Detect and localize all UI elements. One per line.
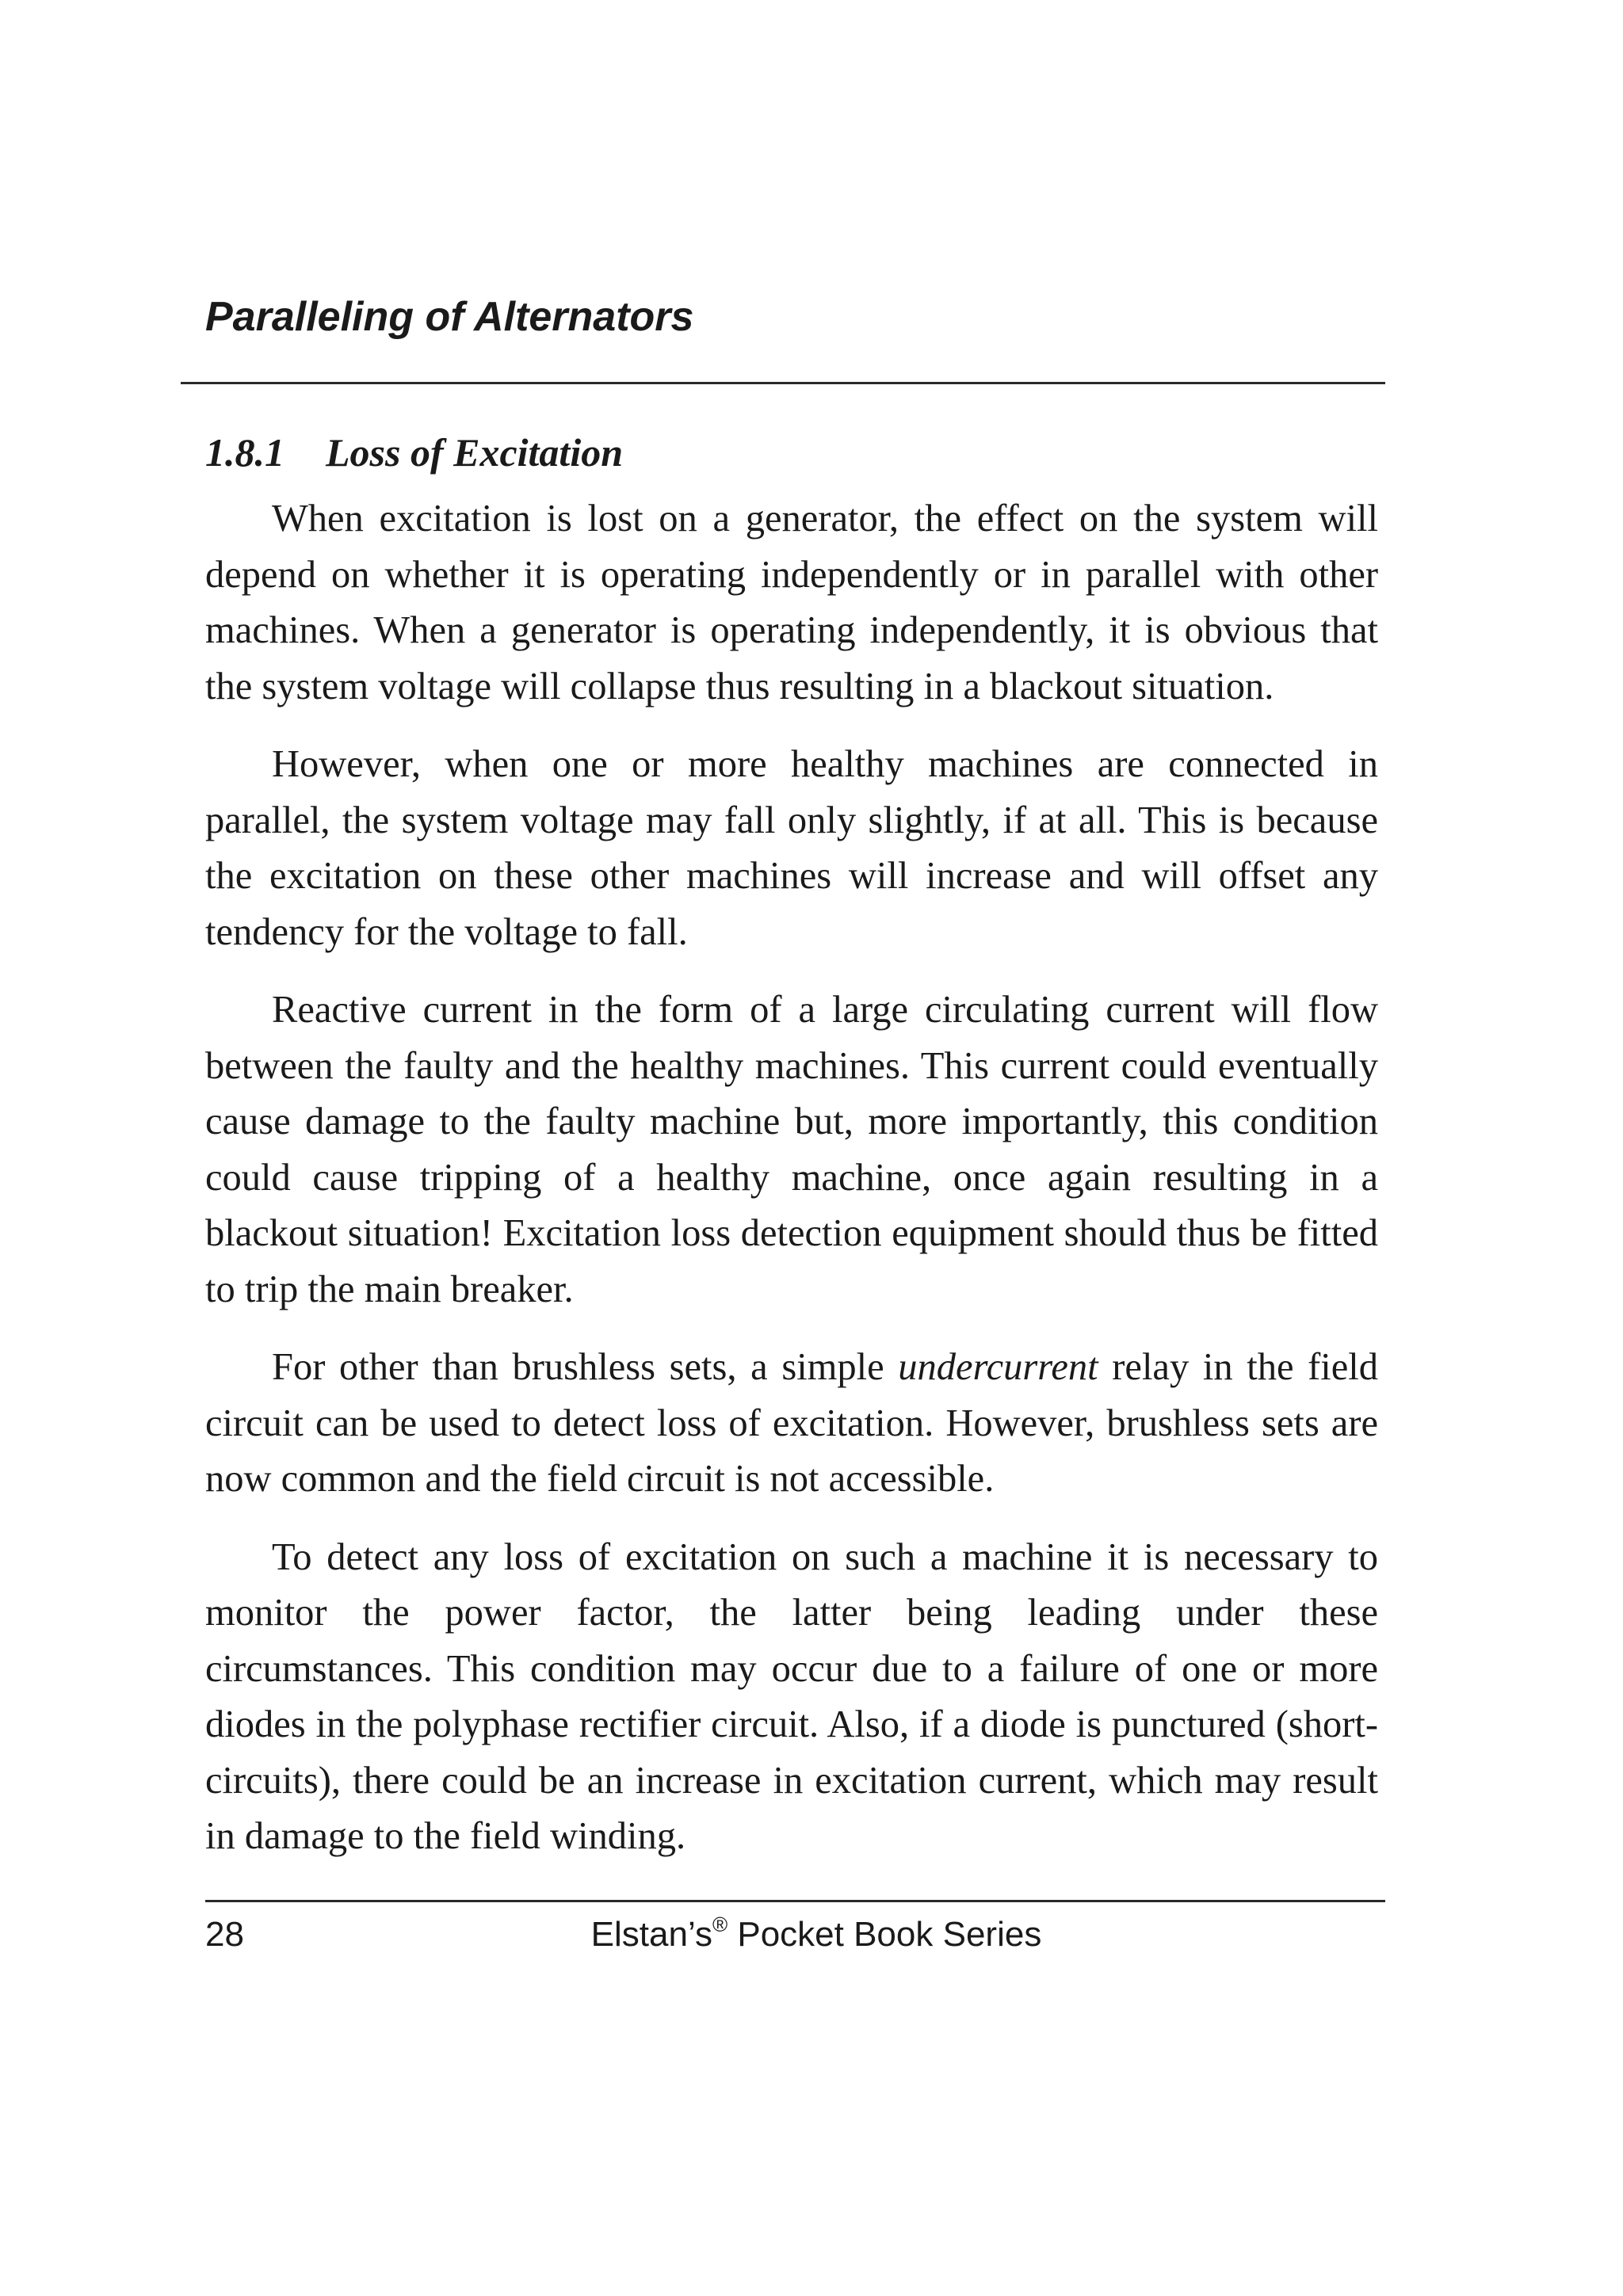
paragraph-4 xyxy=(205,1340,1378,1508)
running-header-title: Paralleling of Alternators xyxy=(205,294,694,340)
series-name: Elstan’s xyxy=(590,1915,712,1954)
section-title: Loss of Excitation xyxy=(326,430,624,475)
paragraph-3: Reactive current in the form of a large circulating current will flow between the faulty and the healthy machines. This current could eventually cause damage to the faulty machine but, more importantly, this condition could cause tripping of a healthy machine, once again resulting in a blackout situation! Excitation loss detection equipment should thus be fitted to trip the main breaker. xyxy=(205,989,1378,1310)
paragraph-1: When excitation is lost on a generator, the effect on the system will depend on whether it is operating independently or in parallel with other machines. When a generator is operating independently, it is obvious that the system voltage will collapse thus resulting in a blackout situation. xyxy=(205,498,1378,707)
footer-rule xyxy=(205,1900,1385,1902)
header-rule xyxy=(181,382,1385,384)
paragraph-2: However, when one or more healthy machines are connected in parallel, the system voltage may fall only slightly, if at all. This is because the excitation on these other machines will increase and will offset any tendency for the voltage to fall. xyxy=(205,743,1378,953)
section-heading xyxy=(205,425,1378,480)
page-number: 28 xyxy=(205,1915,244,1954)
registered-trademark-mark: ® xyxy=(712,1913,728,1936)
paragraph-4-text-after: relay in the field circuit can be used to detect loss of excitation. However, brushless sets are now common and the field circuit is not accessible. xyxy=(205,1346,1378,1500)
footer-series-title xyxy=(579,1913,1054,1957)
series-suffix: Pocket Book Series xyxy=(727,1915,1042,1954)
paragraph-4-text-before: For other than brushless sets, a simple xyxy=(272,1346,899,1388)
paragraph-5: To detect any loss of excitation on such a machine it is necessary to monitor the power factor, the latter being leading under these circumstances. This condition may occur due to a failure of one or more diodes in the polyphase rectifier circuit. Also, if a diode is punctured (short-circuits), there could be an increase in excitation current, which may result in damage to the field winding. xyxy=(205,1535,1378,1857)
section-number: 1.8.1 xyxy=(205,430,285,475)
page-body xyxy=(205,425,1378,1887)
paragraph-4-emphasis: undercurrent xyxy=(898,1346,1098,1388)
